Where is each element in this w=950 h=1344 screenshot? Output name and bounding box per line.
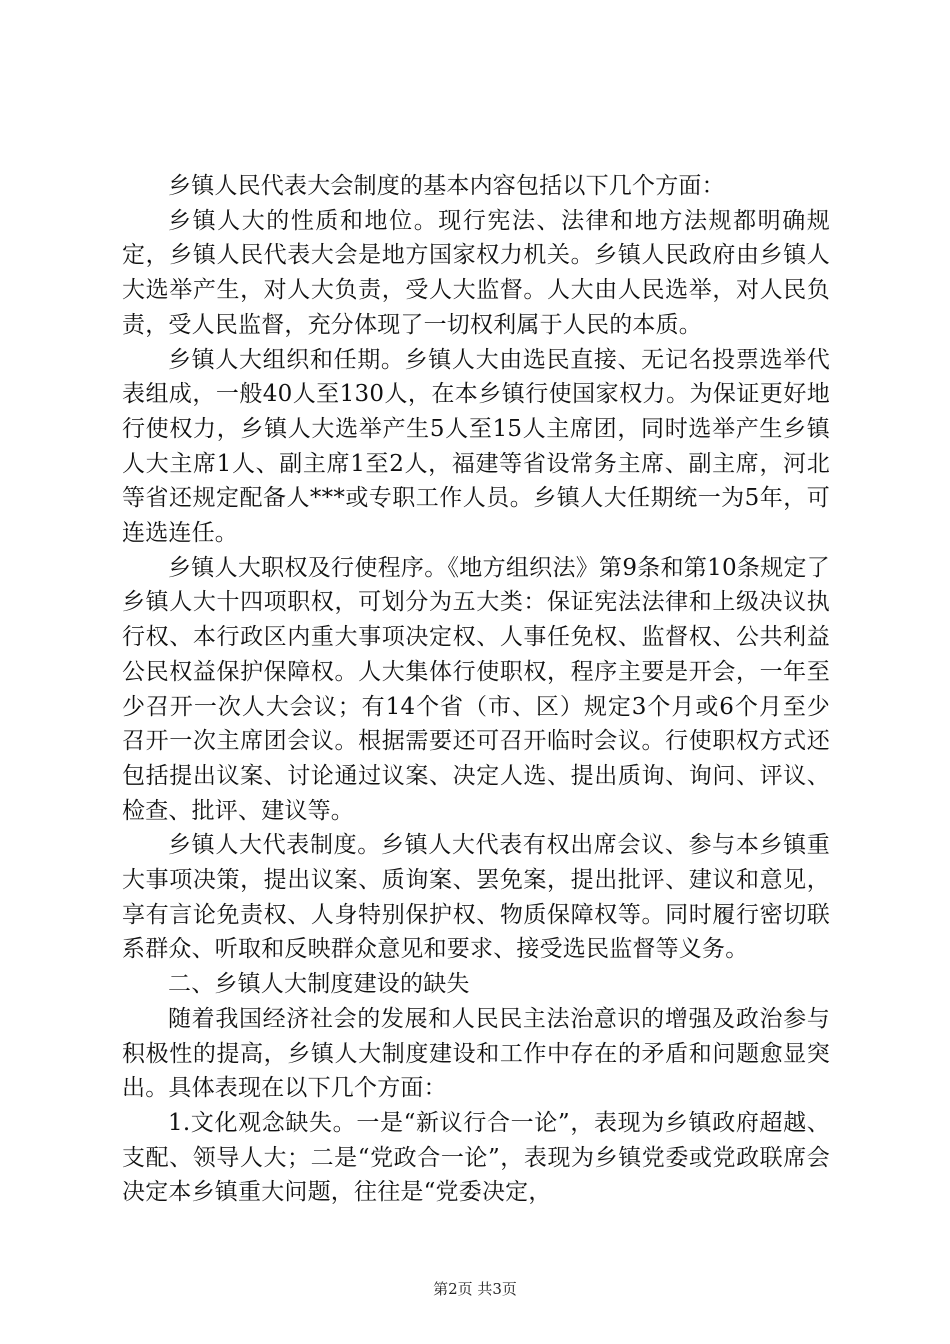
- page-number-footer: 第2页 共3页: [433, 1280, 517, 1298]
- paragraph-intro: 乡镇人民代表大会制度的基本内容包括以下几个方面：: [168, 173, 725, 199]
- paragraph-nature-status: 乡镇人大的性质和地位。现行宪法、法律和地方法规都明确规定，乡镇人民代表大会是地方国家权力机关。乡镇人民政府由乡镇人大选举产生，对人大负责，受人大监督。人大由人民选举，对人民负责，受人民监督，充分体现了一切权利属于人民的本质。: [122, 207, 830, 338]
- document-body: [122, 169, 830, 1210]
- paragraph-deputy-system: 乡镇人大代表制度。乡镇人大代表有权出席会议、参与本乡镇重大事项决策，提出议案、质询案、罢免案，提出批评、建议和意见，享有言论免责权、人身特别保护权、物质保障权等。同时履行密切联系群众、听取和反映群众意见和要求、接受选民监督等义务。: [122, 832, 830, 963]
- paragraph-problems-intro: 随着我国经济社会的发展和人民民主法治意识的增强及政治参与积极性的提高，乡镇人大制度建设和工作中存在的矛盾和问题愈显突出。具体表现在以下几个方面：: [122, 1005, 830, 1102]
- paragraph-organization-term: 乡镇人大组织和任期。乡镇人大由选民直接、无记名投票选举代表组成，一般40人至130人，在本乡镇行使国家权力。为保证更好地行使权力，乡镇人大选举产生5人至15人主席团，同时选举产生乡镇人大主席1人、副主席1至2人，福建等省设常务主席、副主席，河北等省还规定配备人***或专职工作人员。乡镇人大任期统一为5年，可连选连任。: [122, 346, 830, 547]
- paragraph-powers-procedure: 乡镇人大职权及行使程序。《地方组织法》第9条和第10条规定了乡镇人大十四项职权，可划分为五大类：保证宪法法律和上级决议执行权、本行政区内重大事项决定权、人事任免权、监督权、公共利益公民权益保护保障权。人大集体行使职权，程序主要是开会，一年至少召开一次人大会议；有14个省（市、区）规定3个月或6个月至少召开一次主席团会议。根据需要还可召开临时会议。行使职权方式还包括提出议案、讨论通过议案、决定人选、提出质询、询问、评议、检查、批评、建议等。: [122, 554, 830, 824]
- section-heading: 二、乡镇人大制度建设的缺失: [168, 971, 470, 998]
- paragraph-cultural-concepts: 1.文化观念缺失。一是“新议行合一论”，表现为乡镇政府超越、支配、领导人大；二是“党政合一论”，表现为乡镇党委或党政联席会决定本乡镇重大问题，往往是“党委决定，: [122, 1109, 830, 1206]
